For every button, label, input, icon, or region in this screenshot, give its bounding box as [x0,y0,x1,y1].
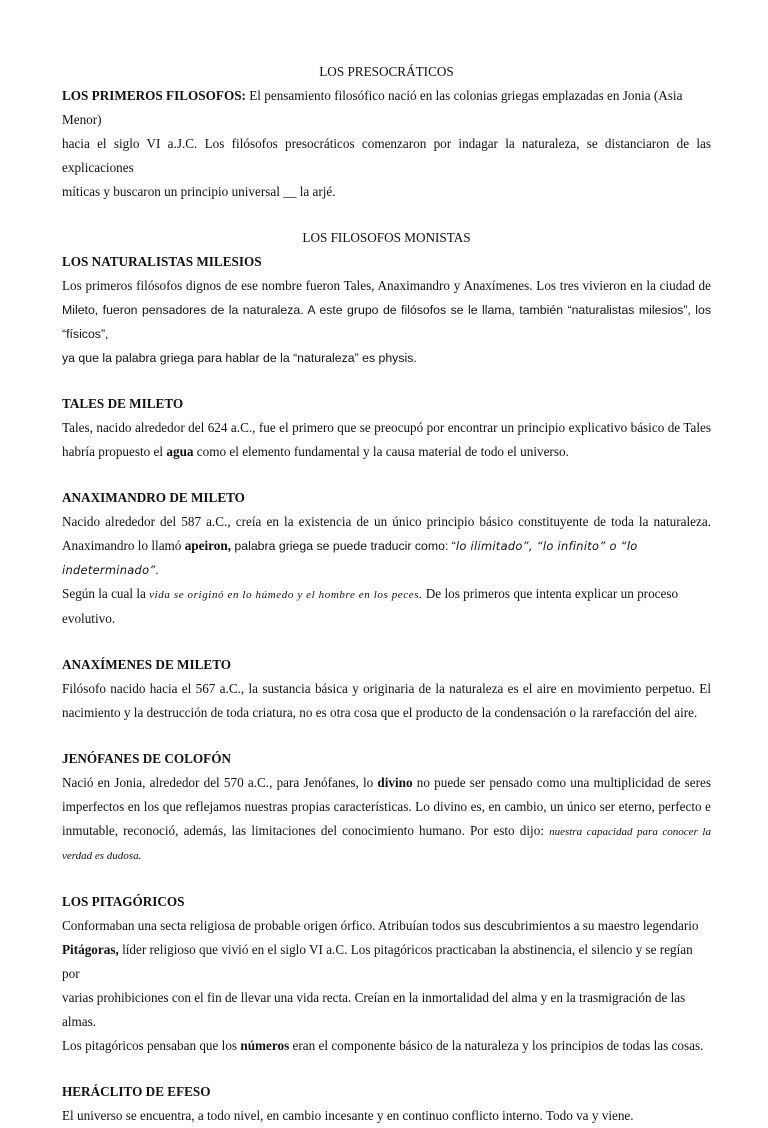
page-title: LOS PRESOCRÁTICOS [319,64,454,79]
anaximandro-line-2: Anaximandro lo llamó apeiron, palabra griega se puede traducir como: “lo ilimitado”, “lo infinito” o “lo indeterminado”. [62,538,638,577]
anaximandro-line-3: Según la cual la vida se originó en lo húmedo y el hombre en los peces. De los primeros que intenta explicar un proceso [62,586,679,601]
anaximandro-quote: lo ilimitado”, “lo infinito” o “lo indeterminado”. [62,539,638,577]
intro-line-1: LOS PRIMEROS FILOSOFOS: El pensamiento filosófico nació en las colonias griegas emplazadas en Jonia (Asia Menor) [62,88,683,127]
pitagoricos-line-4: Los pitagóricos pensaban que los números eran el componente básico de la naturaleza y los principios de todas las cosas. [62,1038,704,1053]
milesios-line-3: ya que la palabra griega para hablar de la “naturaleza” es physis. [62,351,417,365]
anaximandro-heading: ANAXIMANDRO DE MILETO [62,490,245,505]
anaximandro-line-1: Nacido alrededor del 587 a.C., creía en la existencia de un único principio básico constituyente de toda la naturaleza. [62,514,711,529]
anaximenes-line-2: nacimiento y la destrucción de toda criatura, no es otra cosa que el producto de la condensación o la rarefacción del aire. [62,705,698,720]
jenofanes-line-4: verdad es dudosa. [62,850,142,862]
tales-bold-agua: agua [166,444,194,459]
pitagoricos-line-3: varias prohibiciones con el fin de llevar una vida recta. Creían en la inmortalidad del alma y en la trasmigración de las almas. [62,990,686,1029]
tales-line-1: Tales, nacido alrededor del 624 a.C., fue el primero que se preocupó por encontrar un principio explicativo básico de Tales [62,420,711,435]
jenofanes-line-2: imperfectos en los que reflejamos nuestras propias características. Lo divino es, en cambio, un único ser eterno, perfecto e [62,799,711,814]
intro-line-3: míticas y buscaron un principio universal __ la arjé. [62,184,336,199]
tales-line-2: habría propuesto el agua como el elemento fundamental y la causa material de todo el universo. [62,444,569,459]
tales-heading: TALES DE MILETO [62,396,184,411]
milesios-line-1: Los primeros filósofos dignos de ese nombre fueron Tales, Anaximandro y Anaxímenes. Los tres vivieron en la ciudad de [62,278,711,293]
intro-line-2: hacia el siglo VI a.J.C. Los filósofos presocráticos comenzaron por indagar la naturaleza, se distanciaron de las explicaciones [62,136,711,175]
jenofanes-heading: JENÓFANES DE COLOFÓN [62,751,232,766]
milesios-heading: LOS NATURALISTAS MILESIOS [62,254,262,269]
anaximandro-line-4: evolutivo. [62,611,116,626]
pitagoricos-line-2: Pitágoras, líder religioso que vivió en el siglo VI a.C. Los pitagóricos practicaban la abstinencia, el silencio y se regían por [62,942,693,981]
pitagoricos-heading: LOS PITAGÓRICOS [62,894,185,909]
jenofanes-line-3: inmutable, reconoció, además, las limitaciones del conocimiento humano. Por esto dijo: nuestra capacidad para conocer la [62,823,711,838]
heraclito-heading: HERÁCLITO DE EFESO [62,1084,211,1099]
pitagoricos-line-1: Conformaban una secta religiosa de probable origen órfico. Atribuían todos sus descubrimientos a su maestro legendario [62,918,699,933]
pitagoricos-bold-numeros: números [240,1038,290,1053]
pitagoras-bold: Pitágoras, [62,942,119,957]
intro-lead: LOS PRIMEROS FILOSOFOS: [62,88,246,103]
jenofanes-italic: nuestra capacidad para conocer la [549,826,711,838]
heraclito-line-1: El universo se encuentra, a todo nivel, en cambio incesante y en continuo conflicto interno. Todo va y viene. [62,1108,634,1123]
jenofanes-line-1: Nació en Jonia, alrededor del 570 a.C., para Jenófanes, lo divino no puede ser pensado como una multiplicidad de seres [62,775,711,790]
monistas-heading: LOS FILOSOFOS MONISTAS [302,230,471,245]
anaximenes-line-1: Filósofo nacido hacia el 567 a.C., la sustancia básica y originaria de la naturaleza es el aire en movimiento perpetuo. El [62,681,711,696]
anaximandro-italic: vida se originó en lo húmedo y el hombre en los peces. [149,589,423,601]
milesios-line-2: Mileto, fueron pensadores de la naturaleza. A este grupo de filósofos se le llama, también “naturalistas milesios”, los “físicos”, [62,303,711,341]
anaximandro-bold-apeiron: apeiron, [184,538,231,553]
jenofanes-bold-divino: divino [377,775,413,790]
document-body [62,60,711,1128]
anaximenes-heading: ANAXÍMENES DE MILETO [62,657,232,672]
